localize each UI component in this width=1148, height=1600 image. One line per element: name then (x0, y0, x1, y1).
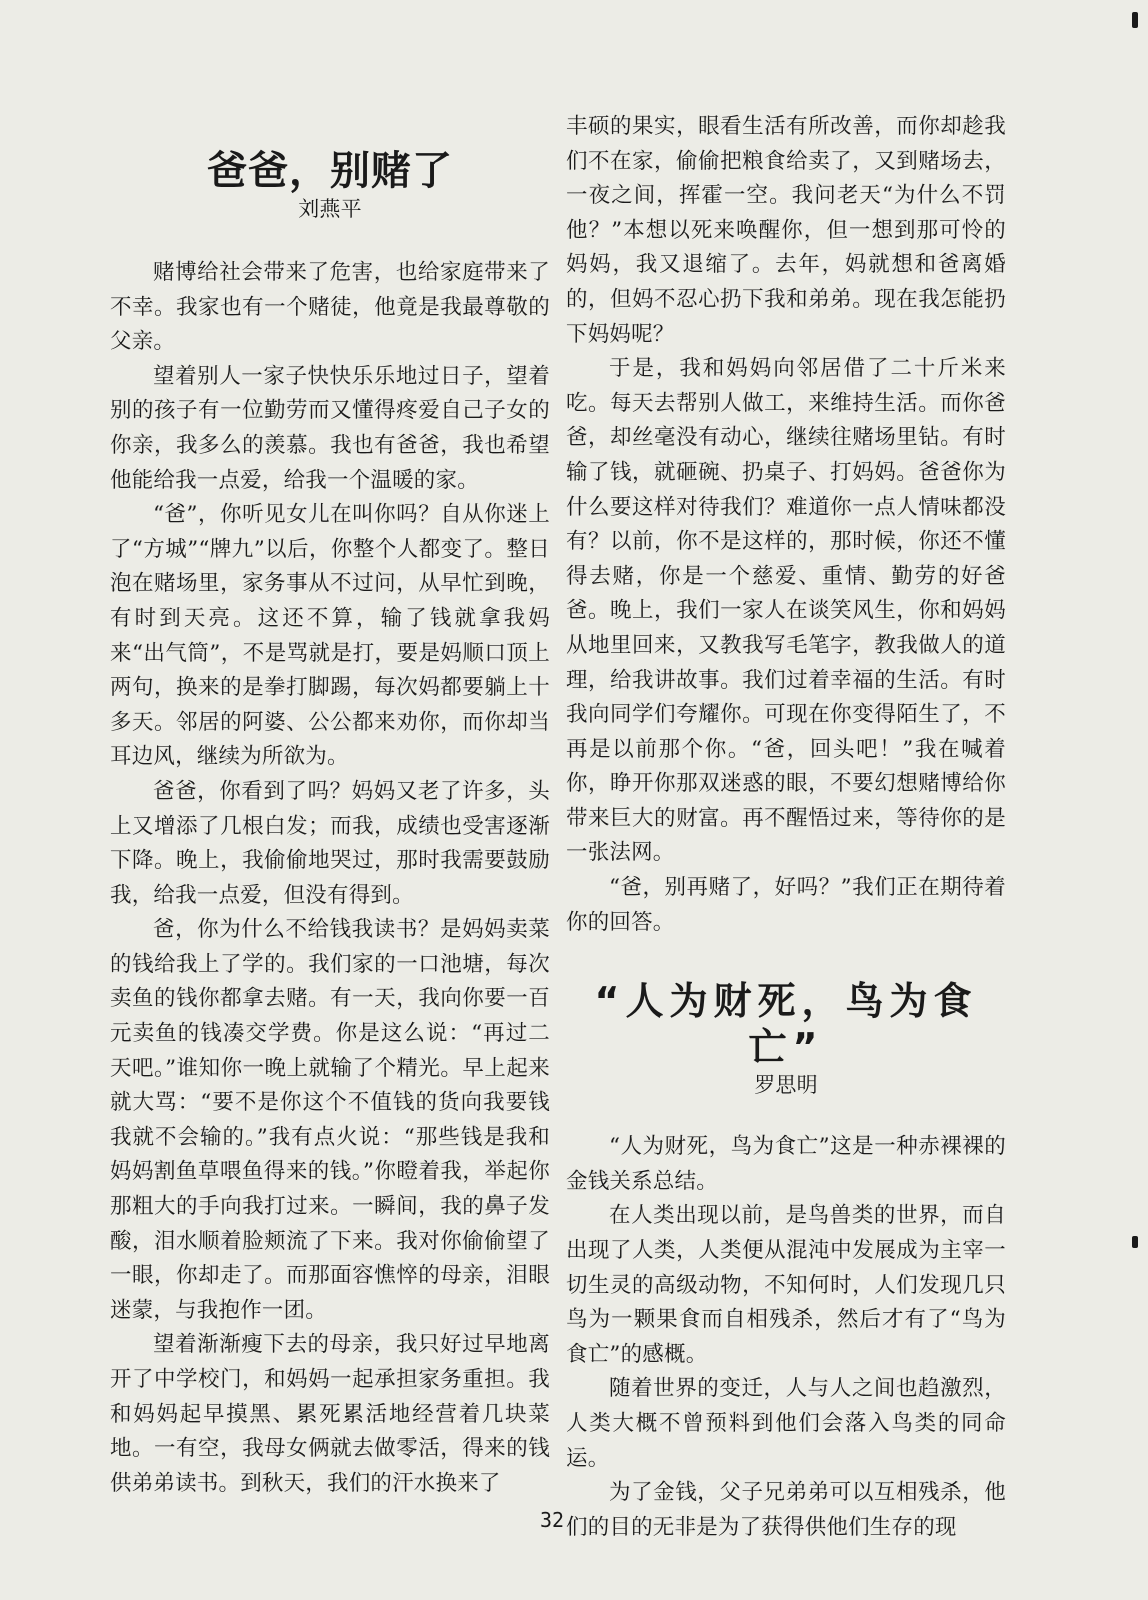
paragraph: 随着世界的变迁，人与人之间也趋激烈，人类大概不曾预料到他们会落入鸟类的同命运。 (566, 1376, 1006, 1471)
paragraph: “人为财死，鸟为食亡”这是一种赤裸裸的金钱关系总结。 (566, 1134, 1006, 1194)
paragraph: “爸”，你听见女儿在叫你吗？自从你迷上了“方城”“牌九”以后，你整个人都变了。整日泡在赌场里，家务事从不过问，从早忙到晚，有时到天亮。这还不算，输了钱就拿我妈来“出气筒”，不是骂就是打，要是妈顺口顶上两句，换来的是拳打脚踢，每次妈都要躺上十多天。邻居的阿婆、公公都来劝你，而你却当耳边风，继续为所欲为。 (110, 502, 550, 770)
paragraph: 爸爸，你看到了吗？妈妈又老了许多，头上又增添了几根白发；而我，成绩也受害逐渐下降。晚上，我偷偷地哭过，那时我需要鼓励我，给我一点爱，但没有得到。 (110, 778, 550, 908)
scan-edge-mark (1132, 1236, 1138, 1248)
paragraph: 在人类出现以前，是鸟兽类的世界，而自出现了人类，人类便从混沌中发展成为主宰一切生灵的高级动物，不知何时，人们发现几只鸟为一颗果食而自相残杀，然后才有了“鸟为食亡”的感概。 (566, 1203, 1006, 1367)
left-column (110, 148, 550, 1501)
article-title: 爸爸，别赌了 (207, 148, 453, 194)
paragraph: “爸，别再赌了，好吗？”我们正在期待着你的回答。 (566, 875, 1006, 935)
article-author: 刘燕平 (298, 197, 362, 221)
article-author: 罗思明 (754, 1073, 818, 1098)
paragraph: 爸，你为什么不给钱我读书？是妈妈卖菜的钱给我上了学的。我们家的一口池塘，每次卖鱼的钱你都拿去赌。有一天，我向你要一百元卖鱼的钱凑交学费。你是这么说：“再过二天吧。”谁知你一晚上就输了个精光。早上起来就大骂：“要不是你这个不值钱的货向我要钱我就不会输的。”我有点火说：“那些钱是我和妈妈割鱼草喂鱼得来的钱。”你瞪着我，举起你那粗大的手向我打过来。一瞬间，我的鼻子发酸，泪水顺着脸颊流了下来。我对你偷偷望了一眼，你却走了。而那面容憔悴的母亲，泪眼迷蒙，与我抱作一团。 (110, 917, 550, 1323)
paragraph: 望着别人一家子快快乐乐地过日子，望着别的孩子有一位勤劳而又懂得疼爱自己子女的你亲，我多么的羡慕。我也有爸爸，我也希望他能给我一点爱，给我一个温暖的家。 (110, 363, 550, 493)
paragraph-continuation: 丰硕的果实，眼看生活有所改善，而你却趁我们不在家，偷偷把粮食给卖了，又到赌场去，一夜之间，挥霍一空。我问老天“为什么不罚他？”本想以死来唤醒你，但一想到那可怜的妈妈，我又退缩了。去年，妈就想和爸离婚的，但妈不忍心扔下我和弟弟。现在我怎能扔下妈妈呢？ (566, 114, 1006, 347)
article-title: “人为财死，鸟为食亡” (594, 979, 978, 1070)
paragraph: 于是，我和妈妈向邻居借了二十斤米来吃。每天去帮别人做工，来维持生活。而你爸爸，却丝毫没有动心，继续往赌场里钻。有时输了钱，就砸碗、扔桌子、打妈妈。爸爸你为什么要这样对待我们？难道你一点人情味都没有？以前，你不是这样的，那时候，你还不懂得去赌，你是一个慈爱、重情、勤劳的好爸爸。晚上，我们一家人在谈笑风生，你和妈妈从地里回来，又教我写毛笔字，教我做人的道理，给我讲故事。我们过着幸福的生活。有时我向同学们夸耀你。可现在你变得陌生了，不再是以前那个你。“爸，回头吧！”我在喊着你，睁开你那双迷惑的眼，不要幻想赌博给你带来巨大的财富。再不醒悟过来，等待你的是一张法网。 (566, 356, 1006, 866)
right-column (566, 110, 1006, 1545)
scan-edge-mark (1132, 12, 1138, 28)
paragraph: 赌博给社会带来了危害，也给家庭带来了不幸。我家也有一个赌徒，他竟是我最尊敬的父亲。 (110, 260, 550, 355)
page-number: 32 (540, 1508, 565, 1532)
paragraph: 望着渐渐瘦下去的母亲，我只好过早地离开了中学校门，和妈妈一起承担家务重担。我和妈妈起早摸黑、累死累活地经营着几块菜地。一有空，我母女俩就去做零活，得来的钱供弟弟读书。到秋天，我们的汗水换来了 (110, 1332, 550, 1496)
paragraph: 为了金钱，父子兄弟弟可以互相残杀，他们的目的无非是为了获得供他们生存的现 (566, 1480, 1006, 1540)
